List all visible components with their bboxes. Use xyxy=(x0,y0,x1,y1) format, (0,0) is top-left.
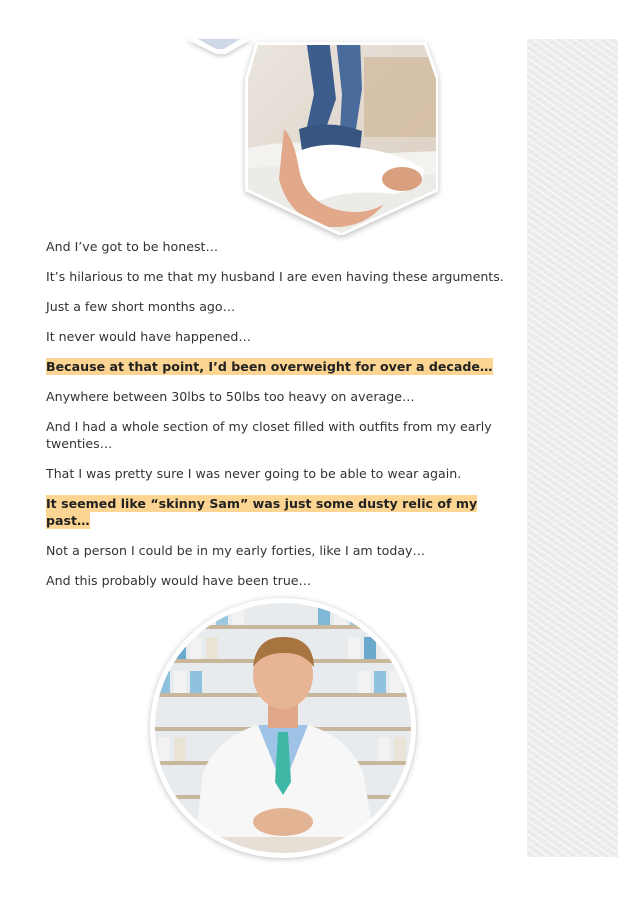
doctor-circle-photo xyxy=(148,597,418,859)
article-body xyxy=(46,238,506,602)
paragraph-11: And this probably would have been true… xyxy=(46,573,312,588)
paragraph-2: It’s hilarious to me that my husband I are even having these arguments. xyxy=(46,269,504,284)
paragraph-4: It never would have happened… xyxy=(46,329,251,344)
paragraph-3: Just a few short months ago… xyxy=(46,299,236,314)
couple-hexagon-photo xyxy=(244,39,438,235)
partial-hexagon-image xyxy=(186,39,252,55)
paragraph-10: Not a person I could be in my early forties, like I am today… xyxy=(46,543,426,558)
paragraph-6: Anywhere between 30lbs to 50lbs too heavy on average… xyxy=(46,389,415,404)
paragraph-8: That I was pretty sure I was never going to be able to wear again. xyxy=(46,466,462,481)
highlighted-paragraph-1: Because at that point, I’d been overweight for over a decade… xyxy=(46,359,493,374)
highlighted-paragraph-2: It seemed like “skinny Sam” was just some dusty relic of my past… xyxy=(46,496,478,528)
paragraph-7: And I had a whole section of my closet filled with outfits from my early twenties… xyxy=(46,419,492,451)
sidebar-texture xyxy=(527,39,618,857)
paragraph-1: And I’ve got to be honest… xyxy=(46,239,219,254)
